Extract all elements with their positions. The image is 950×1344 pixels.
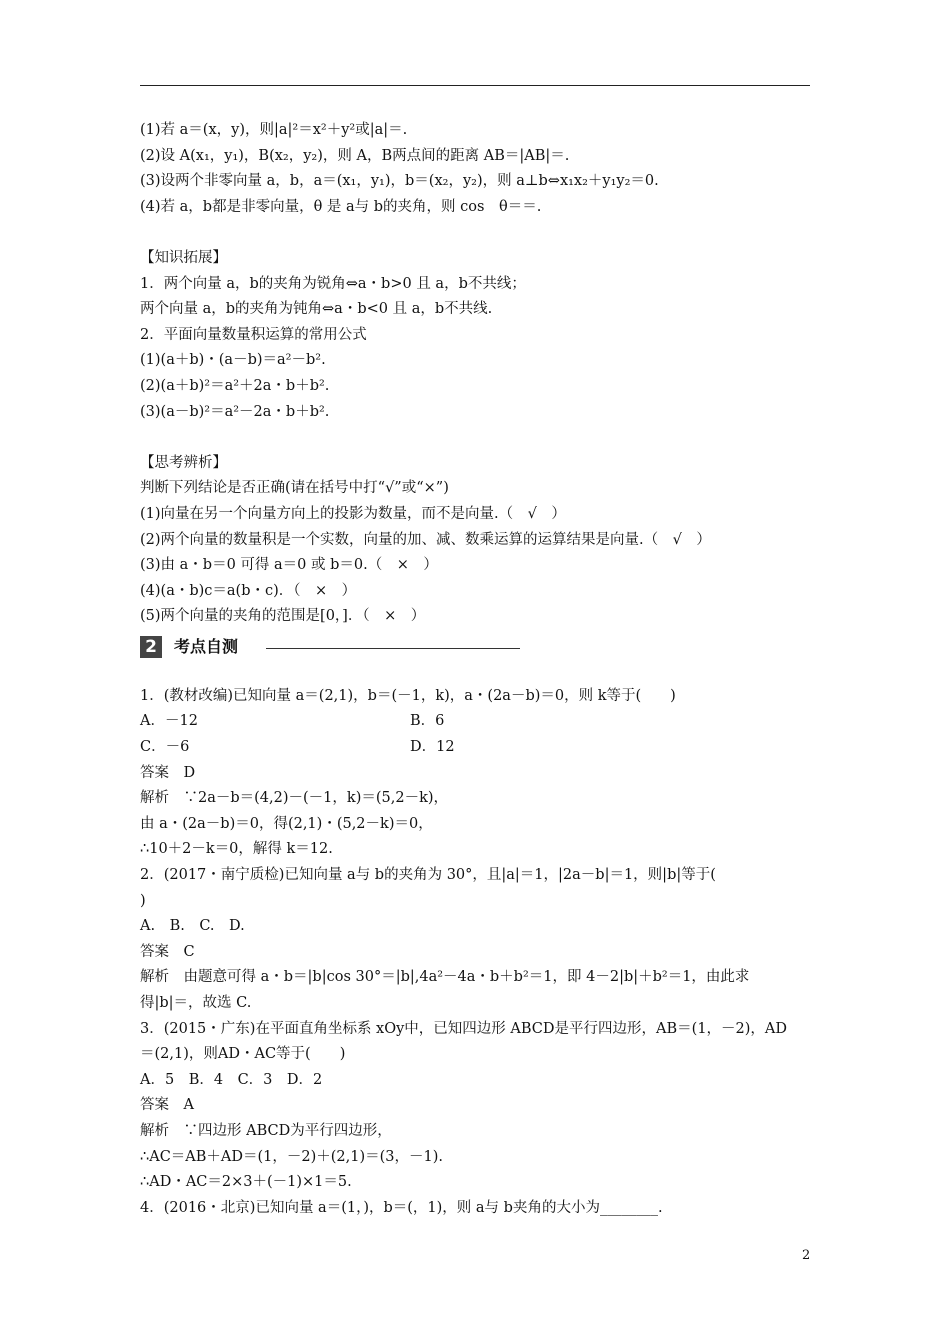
answer-line: 答案 C — [140, 943, 195, 960]
option-d: D．12 — [410, 739, 455, 756]
thinking-line: (2)两个向量的数量积是一个实数，向量的加、减、数乘运算的运算结果是向量.（ √ ） — [140, 531, 711, 548]
section-rule — [266, 648, 520, 649]
section-title: 考点自测 — [174, 636, 239, 656]
formula-list — [140, 118, 820, 220]
option-row: A. B. C. D. — [140, 918, 245, 935]
analysis-line: 解析 ∵2a－b＝(4,2)－(－1，k)＝(5,2－k)， — [140, 790, 449, 807]
analysis-line: ∴AD・AC＝2×3＋(－1)×1＝5. — [140, 1174, 352, 1191]
option-row: A．5 B．4 C．3 D．2 — [140, 1071, 323, 1088]
formula-line: (4)若 a，b都是非零向量，θ 是 a与 b的夹角，则 cos θ＝＝. — [140, 198, 542, 215]
formula-line: (2)设 A(x₁，y₁)，B(x₂，y₂)，则 A，B两点间的距离 AB＝|AB|＝. — [140, 147, 570, 164]
knowledge-line: (3)(a－b)²＝a²－2a・b＋b². — [140, 403, 330, 420]
option-row — [140, 709, 820, 735]
knowledge-line: 2．平面向量数量积运算的常用公式 — [140, 326, 367, 343]
analysis-line: 解析 由题意可得 a・b＝|b|cos 30°＝|b|,4a²－4a・b＋b²＝1，即 4－2|b|＋b²＝1，由此求 — [140, 969, 750, 986]
knowledge-line: (2)(a＋b)²＝a²＋2a・b＋b². — [140, 377, 330, 394]
answer-line: 答案 A — [140, 1097, 194, 1114]
document-body — [140, 118, 820, 1221]
formula-line: (1)若 a＝(x，y)，则|a|²＝x²＋y²或|a|＝. — [140, 122, 408, 138]
analysis-line: ∴10＋2－k＝0，解得 k＝12. — [140, 841, 333, 858]
thinking-line: (1)向量在另一个向量方向上的投影为数量，而不是向量.（ √ ） — [140, 505, 566, 522]
knowledge-extension — [140, 246, 820, 425]
knowledge-line: 两个向量 a，b的夹角为钝角⇔a・b<0 且 a，b不共线. — [140, 301, 493, 318]
question-3 — [140, 1017, 820, 1196]
question-4 — [140, 1196, 820, 1222]
question-stem: ) — [140, 892, 146, 909]
analysis-line: 得|b|＝，故选 C. — [140, 995, 252, 1011]
analysis-line: 解析 ∵四边形 ABCD为平行四边形， — [140, 1122, 392, 1139]
section-number-badge: 2 — [140, 636, 162, 658]
thinking-heading: 【思考辨析】 — [140, 454, 227, 471]
question-stem: 2．(2017・南宁质检)已知向量 a与 b的夹角为 30°，且|a|＝1，|2a－b|＝1，则|b|等于( — [140, 867, 716, 884]
formula-line: (3)设两个非零向量 a，b，a＝(x₁，y₁)，b＝(x₂，y₂)，则 a⊥b⇔x₁x₂＋y₁y₂＝0. — [140, 173, 659, 190]
thinking-line: 判断下列结论是否正确(请在括号中打“√”或“×”) — [140, 480, 449, 497]
thinking-discrimination — [140, 451, 820, 630]
knowledge-extension-heading: 【知识拓展】 — [140, 249, 227, 266]
knowledge-line: (1)(a＋b)・(a－b)＝a²－b². — [140, 352, 326, 369]
option-b: B．6 — [410, 713, 445, 730]
question-2 — [140, 863, 820, 1017]
header-rule — [140, 85, 810, 86]
answer-line: 答案 D — [140, 764, 196, 781]
page-number: 2 — [802, 1248, 811, 1263]
question-1 — [140, 684, 820, 863]
thinking-line: (3)由 a・b＝0 可得 a＝0 或 b＝0.（ × ） — [140, 557, 438, 574]
analysis-line: ∴AC＝AB＋AD＝(1，－2)＋(2,1)＝(3，－1). — [140, 1148, 444, 1165]
option-row — [140, 735, 820, 761]
knowledge-line: 1．两个向量 a，b的夹角为锐角⇔a・b>0 且 a，b不共线； — [140, 275, 526, 292]
thinking-line: (4)(a・b)c＝a(b・c)．（ × ） — [140, 582, 357, 599]
question-stem: 3．(2015・广东)在平面直角坐标系 xOy中，已知四边形 ABCD是平行四边形，AB＝(1，－2)，AD — [140, 1020, 788, 1037]
option-c: C．－6 — [140, 739, 190, 756]
thinking-line: (5)两个向量的夹角的范围是[0，]．（ × ） — [140, 608, 426, 625]
question-stem: ＝(2,1)，则AD・AC等于( ) — [140, 1046, 346, 1063]
question-stem: 4．(2016・北京)已知向量 a＝(1，)，b＝(，1)，则 a与 b夹角的大小为________. — [140, 1199, 663, 1216]
section-header — [140, 632, 820, 660]
analysis-line: 由 a・(2a－b)＝0，得(2,1)・(5,2－k)＝0， — [140, 815, 433, 832]
option-a: A．－12 — [140, 713, 198, 730]
question-stem: 1．(教材改编)已知向量 a＝(2,1)，b＝(－1，k)，a・(2a－b)＝0，则 k等于( ) — [140, 687, 676, 704]
